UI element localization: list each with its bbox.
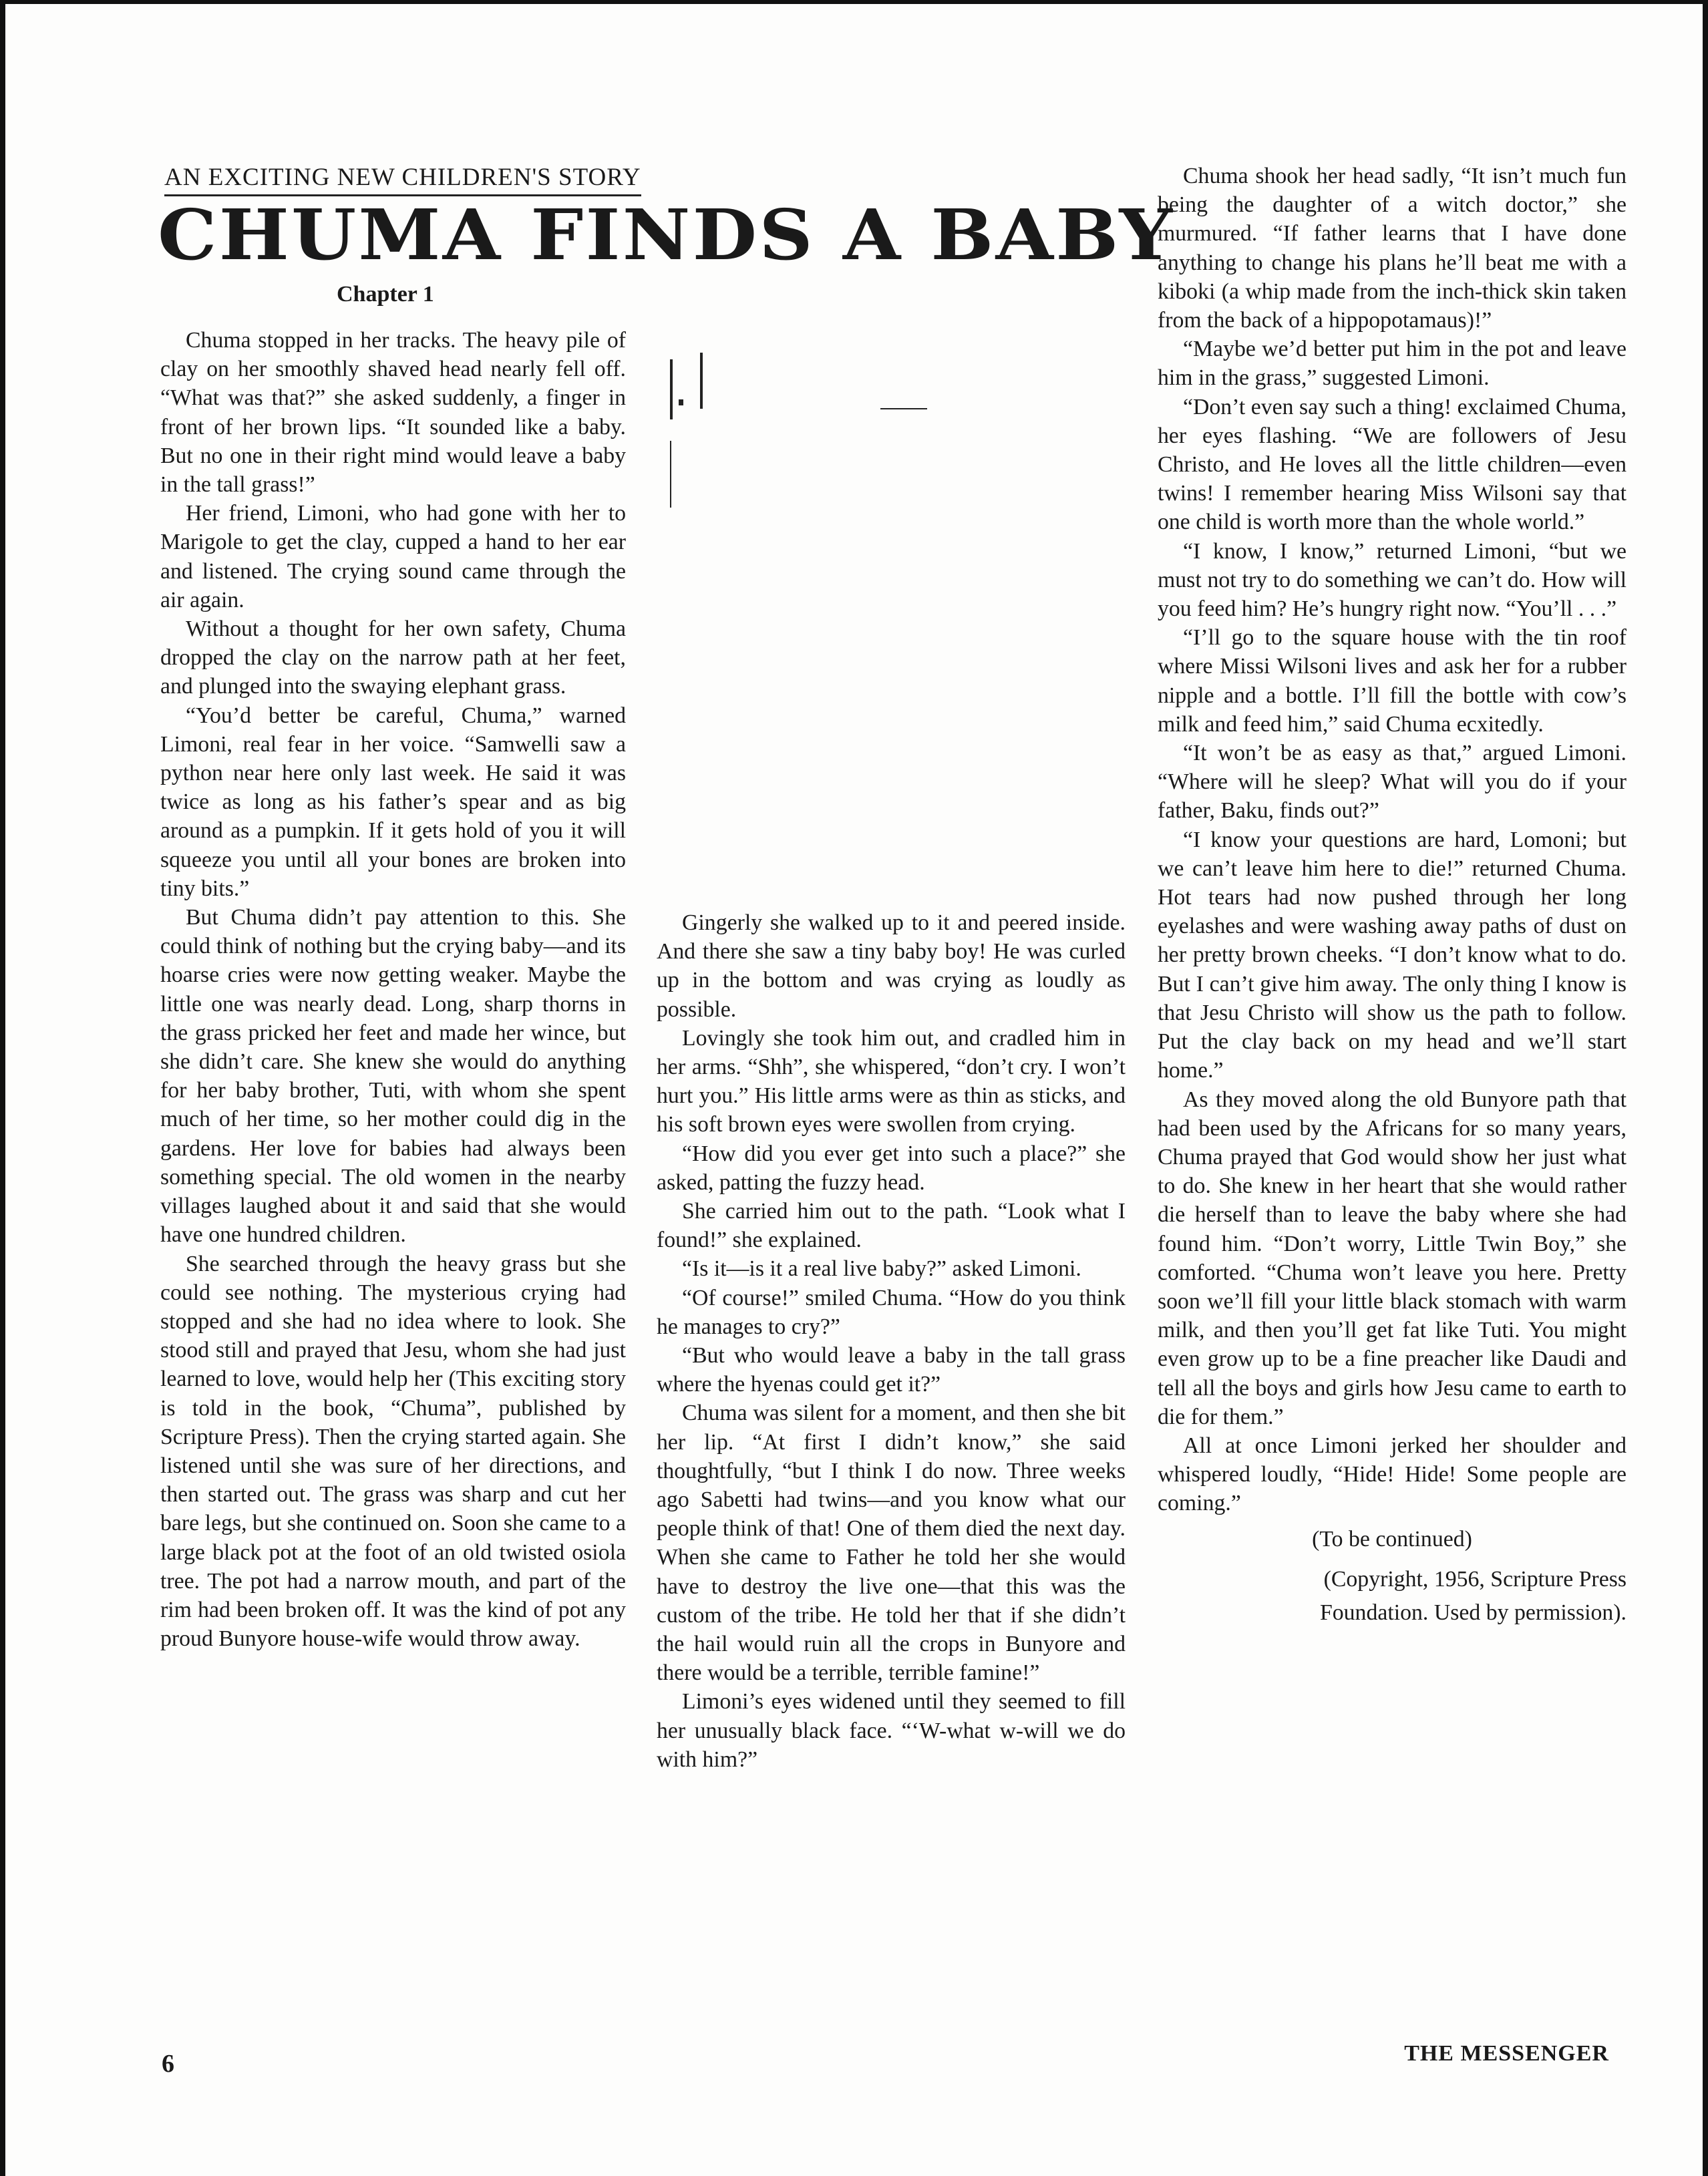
page-number: 6	[162, 2050, 174, 2078]
page-edge-top	[0, 0, 1708, 4]
chapter-heading: Chapter 1	[337, 282, 434, 307]
paragraph: All at once Limoni jerked her shoulder and whispered loudly, “Hide! Hide! Some people are coming.”	[1158, 1433, 1627, 1516]
print-mark	[880, 408, 927, 409]
paragraph: Her friend, Limoni, who had gone with her to Marigole to get the clay, cupped a hand to her ear and listened. The crying sound came through the air again.	[160, 501, 626, 612]
copyright-line-2: Foundation. Used by permission).	[1319, 1600, 1627, 1625]
page-edge-right	[1703, 0, 1708, 2176]
paragraph: “It won’t be as easy as that,” argued Limoni. “Where will he sleep? What will you do if your father, Baku, finds out?”	[1158, 741, 1627, 824]
paragraph: As they moved along the old Bunyore path that had been used by the Africans for so many years, Chuma prayed that God would show her just what to do. She knew in her heart that she would rather die herself than to leave the baby where she had found him. “Don’t worry, Little Twin Boy,” she comforted. “Chuma won’t leave you here. Pretty soon we’ll fill your little black stomach with warm milk, and then you’ll get fat like Tuti. You might even grow up to be a fine preacher like Daudi and tell all the boys and girls how Jesu came to earth to die for them.”	[1158, 1087, 1627, 1429]
page-edge-left	[0, 0, 5, 2176]
story-column-3	[1158, 162, 1627, 1630]
publication-name: THE MESSENGER	[1404, 2041, 1609, 2066]
paragraph: “You’d better be careful, Chuma,” warned Limoni, real fear in her voice. “Samwelli saw a python near here only last week. He said it was twice as long as his father’s spear and as big around as a pumpkin. If it gets hold of you it will squeeze you until all your bones are broken into tiny bits.”	[160, 703, 626, 901]
paragraph: But Chuma didn’t pay attention to this. She could think of nothing but the crying baby—and its hoarse cries were now getting weaker. Maybe the little one was nearly dead. Long, sharp thorns in the grass pricked her feet and made her wince, but she didn’t care. She knew she would do anything for her baby brother, Tuti, with whom she spent much of her time, so her mother could dig in the gardens. Her love for babies had always been something special. The old women in the nearby villages laughed about it and said that she would have one hundred children.	[160, 905, 626, 1248]
to-be-continued: (To be continued)	[1312, 1526, 1472, 1552]
story-column-1	[160, 326, 626, 1653]
paragraph: Chuma was silent for a moment, and then she bit her lip. “At first I didn’t know,” she said thoughtfully, “but I think I do now. Three weeks ago Sabetti had twins—and you know what our people think of that! One of them died the next day. When she came to Father he told her she would have to destroy the live one—that this was the custom of the tribe. He told her that if she didn’t the hail would ruin all the crops in Bunyore and there would be a terrible, terrible famine!”	[657, 1401, 1126, 1686]
article-title: CHUMA FINDS A BABY	[158, 194, 1175, 276]
paragraph: Gingerly she walked up to it and peered inside. And there she saw a tiny baby boy! He was curled up in the bottom and was crying as loudly as possible.	[657, 910, 1126, 1022]
print-mark	[670, 359, 673, 419]
paragraph: “Of course!” smiled Chuma. “How do you think he manages to cry?”	[657, 1285, 1126, 1339]
print-mark	[700, 353, 703, 409]
paragraph: Chuma stopped in her tracks. The heavy pile of clay on her smoothly shaved head nearly fell off. “What was that?” she asked suddenly, a finger in front of her brown lips. “It sounded like a baby. But no one in their right mind would leave a baby in the tall grass!”	[160, 328, 626, 498]
paragraph: She searched through the heavy grass but she could see nothing. The mysterious crying had stopped and she had no idea where to look. She stood still and prayed that Jesu, whom she had just learned to love, would help her (This exciting story is told in the book, “Chuma”, published by Scripture Press). Then the crying started again. She listened until she was sure of her directions, and then started out. The grass was sharp and cut her bare legs, but she continued on. Soon she came to a large black pot at the foot of an old twisted osiola tree. The pot had a narrow mouth, and part of the rim had been broken off. It was the kind of pot any proud Bunyore house-wife would throw away.	[160, 1251, 626, 1652]
print-mark	[670, 441, 671, 508]
paragraph: Without a thought for her own safety, Chuma dropped the clay on the narrow path at her feet, and plunged into the swaying elephant grass.	[160, 616, 626, 699]
paragraph: “Maybe we’d better put him in the pot and leave him in the grass,” suggested Limoni.	[1158, 337, 1627, 391]
print-mark	[679, 399, 683, 405]
copyright-notice	[1158, 1563, 1627, 1630]
paragraph: Limoni’s eyes widened until they seemed to fill her unusually black face. “‘W-what w-will we do with him?”	[657, 1689, 1126, 1772]
paragraph: “I know your questions are hard, Lomoni; but we can’t leave him here to die!” returned Chuma. Hot tears had now pushed through her long eyelashes and were washing away paths of dust on her pretty brown cheeks. “I don’t know what to do. But I can’t give him away. The only thing I know is that Jesu Christo will show us the path to follow. Put the clay back on my head and we’ll start home.”	[1158, 827, 1627, 1083]
paragraph: Chuma shook her head sadly, “It isn’t much fun being the daughter of a witch doctor,” she murmured. “If father learns that I have done anything to change his plans he’ll beat me with a kiboki (a whip made from the inch-thick skin taken from the back of a hippopotamaus)!”	[1158, 164, 1627, 333]
paragraph: “I know, I know,” returned Limoni, “but we must not try to do something we can’t do. How will you feed him? He’s hungry right now. “You’ll . . .”	[1158, 538, 1627, 622]
copyright-line-1: (Copyright, 1956, Scripture Press	[1323, 1566, 1627, 1592]
paragraph: “But who would leave a baby in the tall grass where the hyenas could get it?”	[657, 1343, 1126, 1397]
paragraph: “Is it—is it a real live baby?” asked Limoni.	[682, 1256, 1081, 1282]
paragraph: “How did you ever get into such a place?” she asked, patting the fuzzy head.	[657, 1141, 1126, 1195]
story-column-2	[657, 908, 1126, 1774]
paragraph: “I’ll go to the square house with the tin roof where Missi Wilsoni lives and ask her for a rubber nipple and a bottle. I’ll fill the bottle with cow’s milk and feed him,” said Chuma ecxitedly.	[1158, 625, 1627, 737]
paragraph: Lovingly she took him out, and cradled him in her arms. “Shh”, she whispered, “don’t cry. I won’t hurt you.” His little arms were as thin as sticks, and his soft brown eyes were swollen from crying.	[657, 1025, 1126, 1137]
article-kicker: AN EXCITING NEW CHILDREN'S STORY	[164, 163, 641, 196]
paragraph: “Don’t even say such a thing! exclaimed Chuma, her eyes flashing. “We are followers of Jesu Christo, and He loves all the little children—even twins! I remember hearing Miss Wilsoni say that one child is worth more than the whole world.”	[1158, 394, 1627, 535]
paragraph: She carried him out to the path. “Look what I found!” she explained.	[657, 1199, 1126, 1253]
